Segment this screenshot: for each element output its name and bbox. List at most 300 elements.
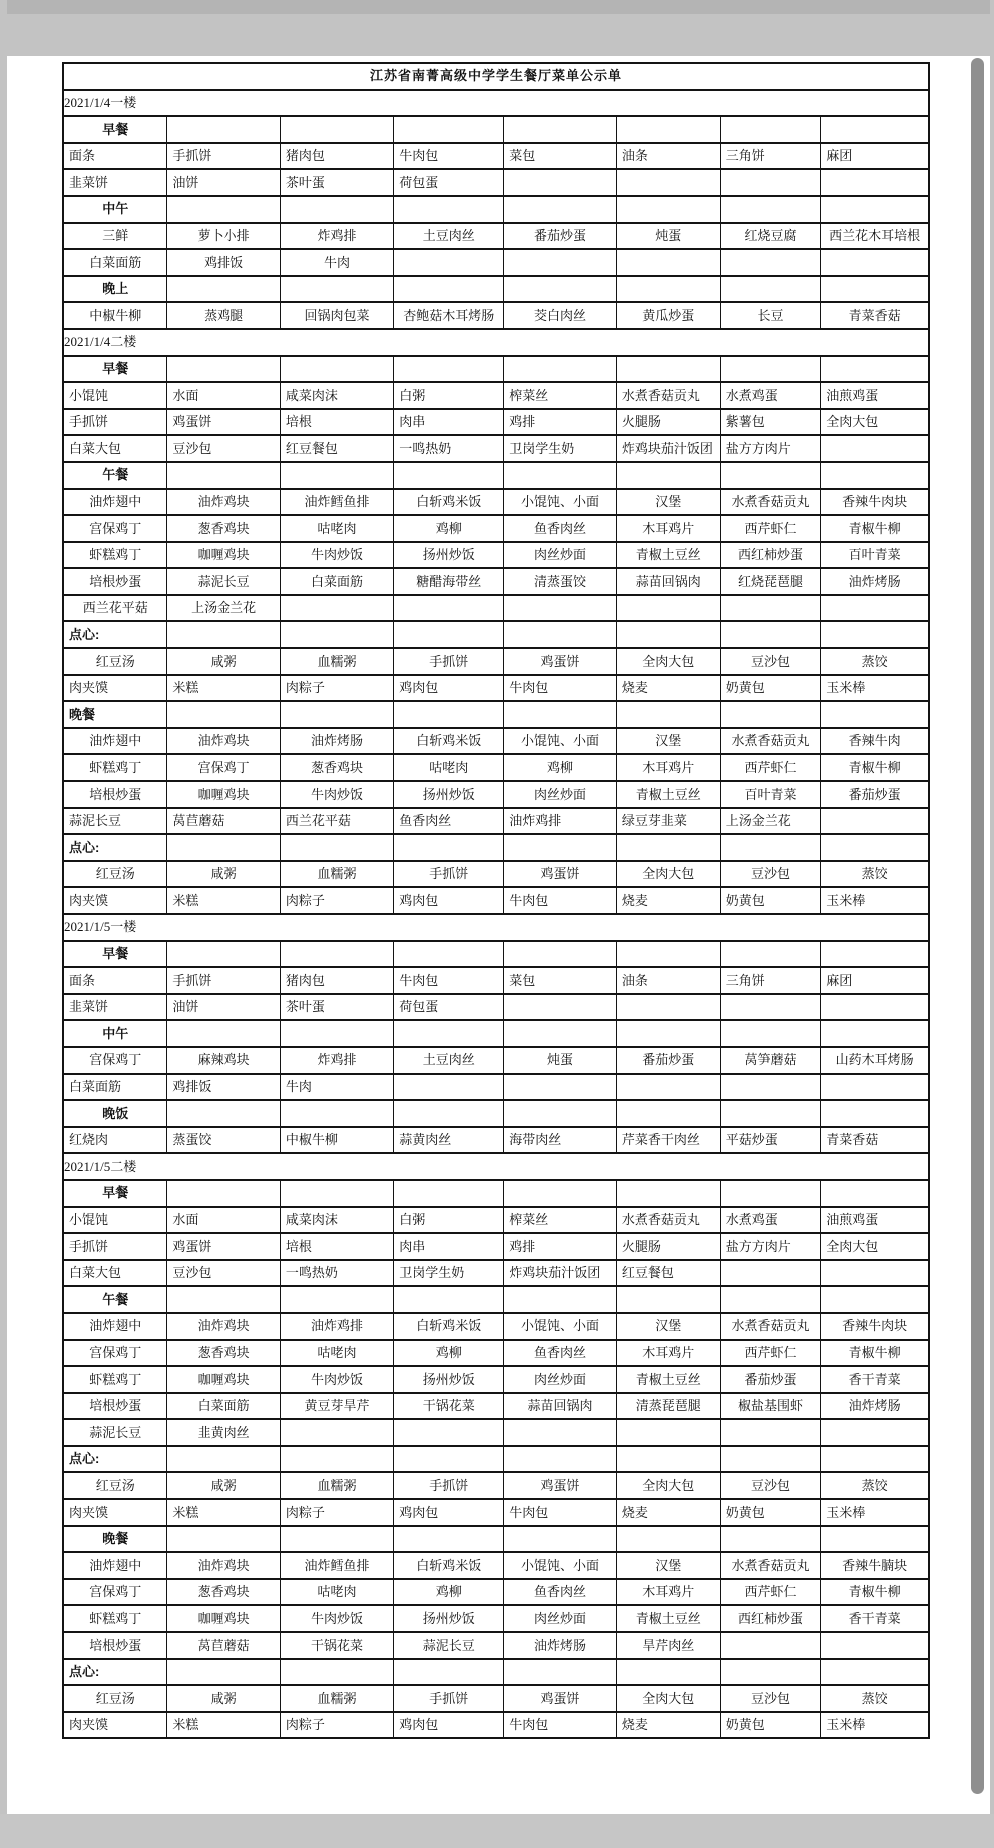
scrollbar-thumb[interactable] [971,58,984,1794]
date-row [63,1153,929,1180]
menu-cell: 咕咾肉 [280,1340,393,1367]
meal-header-label: 点心: [63,834,167,861]
empty-cell [720,462,820,489]
menu-cell: 上汤金兰花 [720,808,820,835]
table-row [63,808,929,835]
menu-cell: 土豆肉丝 [394,1047,504,1074]
table-row [63,1313,929,1340]
menu-cell: 全肉大包 [616,648,720,675]
menu-cell: 油炸烤肠 [821,568,929,595]
menu-cell: 咸粥 [167,861,280,888]
menu-cell: 蒸鸡腿 [167,302,280,329]
menu-cell: 培根 [280,1233,393,1260]
table-row [63,223,929,250]
menu-cell: 火腿肠 [616,409,720,436]
menu-cell: 百叶青菜 [720,781,820,808]
menu-cell: 鱼香肉丝 [394,808,504,835]
empty-cell [720,994,820,1021]
menu-cell: 油饼 [167,169,280,196]
menu-cell: 虾糕鸡丁 [63,754,167,781]
menu-cell: 白粥 [394,1207,504,1234]
empty-cell [821,462,929,489]
empty-cell [720,1074,820,1101]
menu-cell: 香辣牛肉块 [821,489,929,516]
menu-cell: 猪肉包 [280,143,393,170]
empty-cell [821,834,929,861]
empty-cell [394,621,504,648]
table-row [63,994,929,1021]
menu-cell: 咸菜肉沫 [280,382,393,409]
menu-cell: 番茄炒蛋 [821,781,929,808]
menu-cell: 肉夹馍 [63,1499,167,1526]
menu-cell: 白菜面筋 [63,1074,167,1101]
empty-cell [394,462,504,489]
table-row [63,1233,929,1260]
menu-cell: 荷包蛋 [394,169,504,196]
table-row [63,409,929,436]
menu-cell: 咸菜肉沫 [280,1207,393,1234]
empty-cell [504,1074,617,1101]
meal-header-row [63,701,929,728]
menu-cell: 蒸饺 [821,861,929,888]
empty-cell [167,462,280,489]
table-row [63,781,929,808]
empty-cell [821,1074,929,1101]
menu-cell: 汉堡 [616,1313,720,1340]
menu-cell: 鸡柳 [504,754,617,781]
empty-cell [280,356,393,383]
empty-cell [280,1020,393,1047]
empty-cell [821,1659,929,1686]
menu-cell: 白斩鸡米饭 [394,728,504,755]
empty-cell [720,1020,820,1047]
menu-cell: 小馄饨、小面 [504,1552,617,1579]
empty-cell [616,196,720,223]
table-row [63,1340,929,1367]
menu-cell: 清蒸琵琶腿 [616,1393,720,1420]
menu-cell: 血糯粥 [280,861,393,888]
menu-cell: 肉丝炒面 [504,1366,617,1393]
menu-cell: 青椒土豆丝 [616,781,720,808]
menu-cell: 小馄饨、小面 [504,1313,617,1340]
date-label: 2021/1/5二楼 [63,1153,929,1180]
empty-cell [504,462,617,489]
menu-cell: 扬州炒饭 [394,781,504,808]
empty-cell [280,701,393,728]
date-label: 2021/1/5一楼 [63,914,929,941]
menu-cell: 水煮香菇贡丸 [616,382,720,409]
menu-cell: 烧麦 [616,1499,720,1526]
empty-cell [720,834,820,861]
menu-cell: 宫保鸡丁 [63,1047,167,1074]
menu-cell: 木耳鸡片 [616,515,720,542]
empty-cell [821,1632,929,1659]
menu-cell: 米糕 [167,1712,280,1739]
menu-cell: 豆沙包 [720,861,820,888]
empty-cell [720,116,820,143]
menu-cell: 全肉大包 [821,1233,929,1260]
menu-cell: 面条 [63,143,167,170]
menu-cell: 咖喱鸡块 [167,781,280,808]
empty-cell [720,701,820,728]
table-row [63,1047,929,1074]
meal-header-label: 晚餐 [63,1526,167,1553]
menu-cell: 西芹虾仁 [720,1579,820,1606]
menu-cell: 肉粽子 [280,1712,393,1739]
empty-cell [821,701,929,728]
empty-cell [720,169,820,196]
date-label: 2021/1/4二楼 [63,329,929,356]
table-row [63,568,929,595]
menu-cell: 莴笋蘑菇 [720,1047,820,1074]
empty-cell [394,1526,504,1553]
table-row [63,1472,929,1499]
menu-cell: 油炸烤肠 [280,728,393,755]
table-row [63,1366,929,1393]
menu-cell: 白菜面筋 [63,249,167,276]
menu-cell: 肉丝炒面 [504,542,617,569]
menu-cell: 青椒牛柳 [821,515,929,542]
menu-cell: 木耳鸡片 [616,1340,720,1367]
menu-cell: 红豆餐包 [616,1260,720,1287]
date-label: 2021/1/4一楼 [63,90,929,117]
empty-cell [720,595,820,622]
menu-cell: 汉堡 [616,728,720,755]
table-row [63,1499,929,1526]
empty-cell [720,1659,820,1686]
empty-cell [167,276,280,303]
empty-cell [504,249,617,276]
menu-cell: 鱼香肉丝 [504,1579,617,1606]
meal-header-label: 早餐 [63,941,167,968]
menu-cell: 干锅花菜 [280,1632,393,1659]
menu-cell: 香干青菜 [821,1366,929,1393]
menu-cell: 鸡蛋饼 [504,1685,617,1712]
menu-cell: 咖喱鸡块 [167,1605,280,1632]
meal-header-row [63,1446,929,1473]
meal-header-label: 早餐 [63,116,167,143]
menu-cell: 茭白肉丝 [504,302,617,329]
empty-cell [616,941,720,968]
menu-cell: 油炸翅中 [63,1552,167,1579]
empty-cell [720,1446,820,1473]
table-row [63,302,929,329]
menu-cell: 油炸鸡块 [167,489,280,516]
menu-cell: 咕咾肉 [394,754,504,781]
empty-cell [394,941,504,968]
scrollbar-track[interactable] [970,56,985,1814]
empty-cell [280,1419,393,1446]
menu-cell: 红烧肉 [63,1127,167,1154]
menu-cell: 豆沙包 [720,648,820,675]
menu-cell: 牛肉炒饭 [280,1605,393,1632]
empty-cell [504,1659,617,1686]
meal-header-label: 中午 [63,1020,167,1047]
menu-cell: 红烧豆腐 [720,223,820,250]
menu-cell: 宫保鸡丁 [63,1579,167,1606]
empty-cell [616,356,720,383]
meal-header-row [63,834,929,861]
menu-cell: 水煮鸡蛋 [720,382,820,409]
menu-cell: 蒜苗回锅肉 [616,568,720,595]
empty-cell [616,595,720,622]
menu-cell: 豆沙包 [167,1260,280,1287]
menu-cell: 手抓饼 [394,1472,504,1499]
menu-cell: 糖醋海带丝 [394,568,504,595]
menu-cell: 牛肉 [280,249,393,276]
empty-cell [280,116,393,143]
empty-cell [616,1526,720,1553]
menu-cell: 白斩鸡米饭 [394,1552,504,1579]
menu-cell: 白菜大包 [63,435,167,462]
menu-cell: 中椒牛柳 [63,302,167,329]
menu-cell: 蒜黄肉丝 [394,1127,504,1154]
empty-cell [280,276,393,303]
table-row [63,861,929,888]
empty-cell [280,1180,393,1207]
menu-cell: 白菜面筋 [280,568,393,595]
meal-header-row [63,1526,929,1553]
menu-cell: 韭菜饼 [63,169,167,196]
menu-cell: 培根炒蛋 [63,1632,167,1659]
empty-cell [394,1286,504,1313]
menu-cell: 咕咾肉 [280,1579,393,1606]
menu-cell: 咸粥 [167,1472,280,1499]
menu-cell: 红豆汤 [63,861,167,888]
menu-cell: 木耳鸡片 [616,1579,720,1606]
menu-cell: 猪肉包 [280,967,393,994]
menu-cell: 奶黄包 [720,1499,820,1526]
table-row [63,1605,929,1632]
empty-cell [821,808,929,835]
empty-cell [504,276,617,303]
table-row [63,1127,929,1154]
empty-cell [167,196,280,223]
empty-cell [504,621,617,648]
menu-cell: 油炸翅中 [63,489,167,516]
menu-cell: 鱼香肉丝 [504,515,617,542]
table-row [63,675,929,702]
meal-header-label: 晚餐 [63,701,167,728]
menu-cell: 鸡排 [504,409,617,436]
menu-cell: 鸡蛋饼 [504,648,617,675]
menu-cell: 卫岗学生奶 [394,1260,504,1287]
empty-cell [280,1526,393,1553]
menu-cell: 手抓饼 [167,143,280,170]
menu-cell: 白粥 [394,382,504,409]
menu-cell: 香辣牛腩块 [821,1552,929,1579]
empty-cell [720,1180,820,1207]
menu-cell: 鸡肉包 [394,887,504,914]
menu-cell: 扬州炒饭 [394,542,504,569]
meal-header-label: 早餐 [63,1180,167,1207]
empty-cell [821,941,929,968]
empty-cell [504,1286,617,1313]
empty-cell [821,249,929,276]
empty-cell [394,249,504,276]
menu-cell: 牛肉炒饭 [280,542,393,569]
menu-cell: 油炸烤肠 [821,1393,929,1420]
empty-cell [720,1419,820,1446]
empty-cell [504,116,617,143]
table-row [63,1207,929,1234]
empty-cell [616,169,720,196]
table-row [63,1712,929,1739]
meal-header-row [63,196,929,223]
menu-cell: 西红柿炒蛋 [720,542,820,569]
menu-cell: 番茄炒蛋 [720,1366,820,1393]
menu-cell: 蒜泥长豆 [167,568,280,595]
menu-cell: 鸡排饭 [167,249,280,276]
menu-cell: 香干青菜 [821,1605,929,1632]
menu-cell: 米糕 [167,887,280,914]
empty-cell [821,1419,929,1446]
menu-cell: 杏鲍菇木耳烤肠 [394,302,504,329]
empty-cell [504,834,617,861]
menu-cell: 小馄饨、小面 [504,728,617,755]
menu-cell: 炸鸡块茄汁饭团 [616,435,720,462]
menu-cell: 鸡蛋饼 [167,409,280,436]
menu-cell: 菜包 [504,143,617,170]
empty-cell [821,196,929,223]
menu-cell: 西芹虾仁 [720,754,820,781]
empty-cell [280,621,393,648]
meal-header-label: 点心: [63,1446,167,1473]
menu-cell: 盐方方肉片 [720,435,820,462]
menu-cell: 玉米棒 [821,675,929,702]
menu-cell: 青椒土豆丝 [616,1605,720,1632]
empty-cell [821,356,929,383]
empty-cell [616,116,720,143]
empty-cell [280,1659,393,1686]
menu-cell: 汉堡 [616,489,720,516]
empty-cell [821,116,929,143]
empty-cell [616,276,720,303]
menu-cell: 红豆餐包 [280,435,393,462]
meal-header-row [63,1286,929,1313]
empty-cell [504,1180,617,1207]
menu-cell: 蒜泥长豆 [63,808,167,835]
empty-cell [616,1074,720,1101]
table-row [63,1074,929,1101]
menu-cell: 白斩鸡米饭 [394,489,504,516]
menu-cell: 炸鸡排 [280,1047,393,1074]
empty-cell [821,1100,929,1127]
empty-cell [616,1100,720,1127]
empty-cell [394,1419,504,1446]
menu-cell: 培根炒蛋 [63,1393,167,1420]
menu-cell: 玉米棒 [821,1712,929,1739]
menu-cell: 山药木耳烤肠 [821,1047,929,1074]
menu-cell: 豆沙包 [720,1685,820,1712]
menu-cell: 茶叶蛋 [280,994,393,1021]
menu-cell: 油煎鸡蛋 [821,1207,929,1234]
table-row [63,967,929,994]
menu-cell: 青菜香菇 [821,1127,929,1154]
empty-cell [616,621,720,648]
table-row [63,754,929,781]
menu-cell: 炸鸡排 [280,223,393,250]
menu-cell: 香辣牛肉块 [821,1313,929,1340]
menu-cell: 葱香鸡块 [280,754,393,781]
empty-cell [394,276,504,303]
menu-cell: 肉串 [394,1233,504,1260]
empty-cell [821,595,929,622]
menu-cell: 全肉大包 [616,861,720,888]
menu-cell: 蒜泥长豆 [63,1419,167,1446]
menu-cell: 西芹虾仁 [720,515,820,542]
menu-cell: 麻辣鸡块 [167,1047,280,1074]
table-row [63,1419,929,1446]
menu-cell: 葱香鸡块 [167,1340,280,1367]
menu-cell: 荷包蛋 [394,994,504,1021]
empty-cell [280,595,393,622]
empty-cell [821,621,929,648]
menu-cell: 回锅肉包菜 [280,302,393,329]
empty-cell [616,834,720,861]
menu-cell: 奶黄包 [720,887,820,914]
menu-cell: 鸡柳 [394,515,504,542]
menu-cell: 水煮香菇贡丸 [720,489,820,516]
menu-cell: 烧麦 [616,675,720,702]
menu-cell: 卫岗学生奶 [504,435,617,462]
menu-cell: 黄豆芽旱芹 [280,1393,393,1420]
empty-cell [280,1286,393,1313]
menu-cell: 水煮鸡蛋 [720,1207,820,1234]
table-row [63,1579,929,1606]
menu-cell: 牛肉包 [504,1499,617,1526]
empty-cell [720,249,820,276]
empty-cell [167,1180,280,1207]
menu-cell: 平菇炒蛋 [720,1127,820,1154]
menu-cell: 血糯粥 [280,1472,393,1499]
empty-cell [821,1526,929,1553]
meal-header-row [63,1659,929,1686]
date-row [63,329,929,356]
menu-cell: 葱香鸡块 [167,515,280,542]
empty-cell [394,116,504,143]
empty-cell [720,196,820,223]
table-row [63,489,929,516]
empty-cell [504,169,617,196]
menu-cell: 手抓饼 [394,861,504,888]
menu-cell: 一鸣热奶 [280,1260,393,1287]
menu-cell: 面条 [63,967,167,994]
menu-cell: 牛肉包 [504,675,617,702]
menu-cell: 青菜香菇 [821,302,929,329]
menu-cell: 一鸣热奶 [394,435,504,462]
empty-cell [394,1446,504,1473]
meal-header-row [63,1180,929,1207]
empty-cell [504,1100,617,1127]
menu-cell: 鸡蛋饼 [167,1233,280,1260]
empty-cell [616,1020,720,1047]
empty-cell [167,701,280,728]
menu-cell: 血糯粥 [280,648,393,675]
menu-cell: 蒜泥长豆 [394,1632,504,1659]
menu-cell: 红豆汤 [63,648,167,675]
menu-cell: 蒜苗回锅肉 [504,1393,617,1420]
menu-cell: 牛肉炒饭 [280,1366,393,1393]
table-row [63,169,929,196]
menu-cell: 手抓饼 [394,648,504,675]
menu-cell: 肉夹馍 [63,1712,167,1739]
empty-cell [394,1020,504,1047]
empty-cell [394,1180,504,1207]
menu-cell: 茶叶蛋 [280,169,393,196]
menu-cell: 手抓饼 [394,1685,504,1712]
menu-table-body [63,90,929,1739]
